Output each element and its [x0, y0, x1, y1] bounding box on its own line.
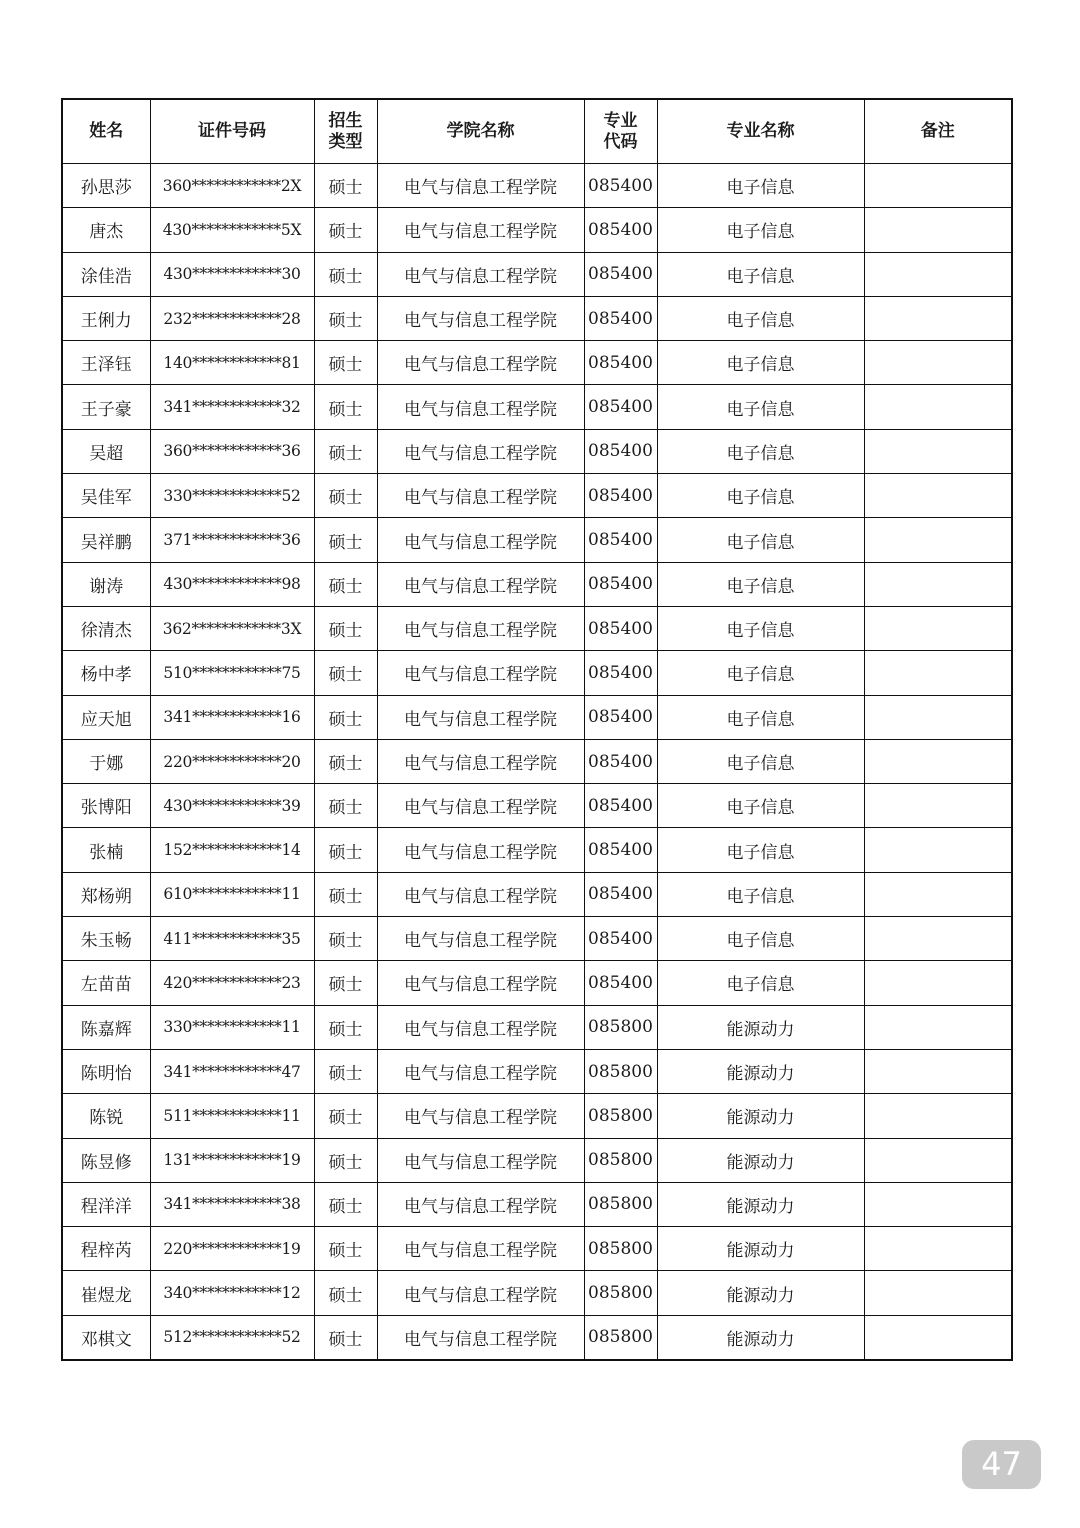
cell-major-code: 085400 — [584, 961, 657, 1005]
header-id-number: 证件号码 — [150, 99, 314, 164]
cell-name: 涂佳浩 — [62, 252, 150, 296]
cell-id-number: 152************14 — [150, 828, 314, 872]
cell-name: 杨中孝 — [62, 651, 150, 695]
cell-remarks — [864, 1227, 1012, 1271]
cell-college: 电气与信息工程学院 — [377, 474, 584, 518]
cell-remarks — [864, 606, 1012, 650]
cell-id-number: 430************39 — [150, 784, 314, 828]
cell-major-name: 电子信息 — [657, 651, 864, 695]
cell-name: 王泽钰 — [62, 341, 150, 385]
cell-remarks — [864, 1182, 1012, 1226]
table-row — [62, 296, 1012, 340]
table-row — [62, 252, 1012, 296]
cell-id-number: 330************52 — [150, 474, 314, 518]
table-row — [62, 1138, 1012, 1182]
cell-name: 张楠 — [62, 828, 150, 872]
cell-major-code: 085800 — [584, 1049, 657, 1093]
cell-remarks — [864, 1094, 1012, 1138]
cell-remarks — [864, 562, 1012, 606]
cell-name: 邓棋文 — [62, 1315, 150, 1360]
cell-remarks — [864, 341, 1012, 385]
cell-admission-type: 硕士 — [314, 1182, 377, 1226]
cell-remarks — [864, 828, 1012, 872]
cell-name: 陈明怡 — [62, 1049, 150, 1093]
cell-admission-type: 硕士 — [314, 917, 377, 961]
cell-name: 朱玉畅 — [62, 917, 150, 961]
cell-id-number: 360************36 — [150, 429, 314, 473]
cell-major-code: 085400 — [584, 739, 657, 783]
cell-major-code: 085400 — [584, 606, 657, 650]
cell-remarks — [864, 872, 1012, 916]
cell-major-code: 085400 — [584, 296, 657, 340]
cell-college: 电气与信息工程学院 — [377, 872, 584, 916]
cell-remarks — [864, 296, 1012, 340]
cell-id-number: 360************2X — [150, 164, 314, 208]
table-row — [62, 1182, 1012, 1226]
cell-major-code: 085400 — [584, 385, 657, 429]
table-row — [62, 164, 1012, 208]
header-row — [62, 99, 1012, 164]
cell-major-code: 085400 — [584, 164, 657, 208]
cell-major-name: 电子信息 — [657, 739, 864, 783]
cell-remarks — [864, 252, 1012, 296]
header-major-code: 专业代码 — [584, 99, 657, 164]
cell-major-code: 085800 — [584, 1094, 657, 1138]
cell-remarks — [864, 784, 1012, 828]
cell-id-number: 341************38 — [150, 1182, 314, 1226]
cell-name: 吴超 — [62, 429, 150, 473]
cell-college: 电气与信息工程学院 — [377, 784, 584, 828]
cell-college: 电气与信息工程学院 — [377, 164, 584, 208]
cell-name: 程洋洋 — [62, 1182, 150, 1226]
cell-name: 唐杰 — [62, 208, 150, 252]
cell-remarks — [864, 208, 1012, 252]
table-row — [62, 474, 1012, 518]
cell-id-number: 341************47 — [150, 1049, 314, 1093]
cell-major-name: 电子信息 — [657, 474, 864, 518]
table-row — [62, 1315, 1012, 1360]
cell-major-name: 电子信息 — [657, 695, 864, 739]
cell-admission-type: 硕士 — [314, 1227, 377, 1271]
cell-college: 电气与信息工程学院 — [377, 341, 584, 385]
cell-major-name: 能源动力 — [657, 1182, 864, 1226]
header-name: 姓名 — [62, 99, 150, 164]
cell-id-number: 362************3X — [150, 606, 314, 650]
table-row — [62, 1227, 1012, 1271]
cell-admission-type: 硕士 — [314, 474, 377, 518]
table-row — [62, 1049, 1012, 1093]
cell-major-code: 085400 — [584, 429, 657, 473]
cell-id-number: 220************20 — [150, 739, 314, 783]
cell-admission-type: 硕士 — [314, 1138, 377, 1182]
cell-major-name: 能源动力 — [657, 1094, 864, 1138]
cell-admission-type: 硕士 — [314, 296, 377, 340]
cell-major-code: 085400 — [584, 784, 657, 828]
cell-name: 于娜 — [62, 739, 150, 783]
cell-remarks — [864, 1315, 1012, 1360]
cell-major-name: 电子信息 — [657, 562, 864, 606]
table-row — [62, 429, 1012, 473]
cell-id-number: 232************28 — [150, 296, 314, 340]
cell-major-name: 电子信息 — [657, 917, 864, 961]
cell-major-code: 085400 — [584, 872, 657, 916]
table-row — [62, 917, 1012, 961]
cell-id-number: 330************11 — [150, 1005, 314, 1049]
cell-remarks — [864, 917, 1012, 961]
cell-major-name: 能源动力 — [657, 1315, 864, 1360]
cell-name: 陈锐 — [62, 1094, 150, 1138]
header-remarks: 备注 — [864, 99, 1012, 164]
cell-name: 吴祥鹏 — [62, 518, 150, 562]
cell-major-code: 085400 — [584, 828, 657, 872]
cell-admission-type: 硕士 — [314, 872, 377, 916]
cell-id-number: 430************30 — [150, 252, 314, 296]
cell-college: 电气与信息工程学院 — [377, 429, 584, 473]
cell-major-name: 能源动力 — [657, 1049, 864, 1093]
cell-id-number: 341************16 — [150, 695, 314, 739]
cell-name: 陈昱修 — [62, 1138, 150, 1182]
cell-major-name: 电子信息 — [657, 429, 864, 473]
table-row — [62, 651, 1012, 695]
cell-major-name: 电子信息 — [657, 961, 864, 1005]
cell-admission-type: 硕士 — [314, 1049, 377, 1093]
cell-remarks — [864, 1138, 1012, 1182]
cell-major-code: 085400 — [584, 252, 657, 296]
table-row — [62, 961, 1012, 1005]
cell-major-code: 085800 — [584, 1227, 657, 1271]
cell-id-number: 220************19 — [150, 1227, 314, 1271]
table-row — [62, 1094, 1012, 1138]
cell-college: 电气与信息工程学院 — [377, 208, 584, 252]
cell-major-name: 电子信息 — [657, 296, 864, 340]
cell-college: 电气与信息工程学院 — [377, 961, 584, 1005]
table-row — [62, 562, 1012, 606]
table-row — [62, 872, 1012, 916]
table-row — [62, 695, 1012, 739]
cell-major-name: 电子信息 — [657, 784, 864, 828]
cell-major-code: 085400 — [584, 917, 657, 961]
table-row — [62, 784, 1012, 828]
cell-college: 电气与信息工程学院 — [377, 1049, 584, 1093]
cell-name: 徐清杰 — [62, 606, 150, 650]
cell-name: 谢涛 — [62, 562, 150, 606]
cell-name: 张博阳 — [62, 784, 150, 828]
table-row — [62, 518, 1012, 562]
cell-admission-type: 硕士 — [314, 208, 377, 252]
cell-admission-type: 硕士 — [314, 739, 377, 783]
cell-college: 电气与信息工程学院 — [377, 1227, 584, 1271]
header-college: 学院名称 — [377, 99, 584, 164]
cell-name: 郑杨朔 — [62, 872, 150, 916]
cell-major-code: 085800 — [584, 1182, 657, 1226]
table-body — [62, 164, 1012, 1361]
cell-remarks — [864, 651, 1012, 695]
cell-remarks — [864, 1005, 1012, 1049]
admission-roster-table — [61, 98, 1013, 1361]
cell-name: 王子豪 — [62, 385, 150, 429]
cell-college: 电气与信息工程学院 — [377, 917, 584, 961]
cell-admission-type: 硕士 — [314, 1315, 377, 1360]
cell-id-number: 610************11 — [150, 872, 314, 916]
cell-admission-type: 硕士 — [314, 1005, 377, 1049]
cell-admission-type: 硕士 — [314, 961, 377, 1005]
cell-remarks — [864, 429, 1012, 473]
cell-id-number: 512************52 — [150, 1315, 314, 1360]
cell-id-number: 511************11 — [150, 1094, 314, 1138]
cell-id-number: 140************81 — [150, 341, 314, 385]
cell-major-name: 能源动力 — [657, 1271, 864, 1315]
cell-id-number: 430************98 — [150, 562, 314, 606]
cell-college: 电气与信息工程学院 — [377, 695, 584, 739]
cell-major-name: 能源动力 — [657, 1227, 864, 1271]
cell-name: 崔煜龙 — [62, 1271, 150, 1315]
cell-remarks — [864, 474, 1012, 518]
cell-major-code: 085800 — [584, 1315, 657, 1360]
cell-college: 电气与信息工程学院 — [377, 651, 584, 695]
cell-major-code: 085400 — [584, 651, 657, 695]
table-row — [62, 208, 1012, 252]
cell-college: 电气与信息工程学院 — [377, 1182, 584, 1226]
page-number-badge: 47 — [962, 1440, 1041, 1489]
cell-admission-type: 硕士 — [314, 164, 377, 208]
cell-major-code: 085800 — [584, 1271, 657, 1315]
cell-major-name: 电子信息 — [657, 385, 864, 429]
cell-major-code: 085400 — [584, 518, 657, 562]
cell-name: 孙思莎 — [62, 164, 150, 208]
cell-admission-type: 硕士 — [314, 606, 377, 650]
cell-major-code: 085400 — [584, 562, 657, 606]
cell-admission-type: 硕士 — [314, 784, 377, 828]
cell-name: 应天旭 — [62, 695, 150, 739]
cell-major-code: 085400 — [584, 474, 657, 518]
table-row — [62, 341, 1012, 385]
cell-admission-type: 硕士 — [314, 429, 377, 473]
cell-id-number: 411************35 — [150, 917, 314, 961]
cell-major-name: 电子信息 — [657, 164, 864, 208]
cell-major-name: 能源动力 — [657, 1005, 864, 1049]
cell-major-name: 电子信息 — [657, 252, 864, 296]
cell-college: 电气与信息工程学院 — [377, 562, 584, 606]
cell-remarks — [864, 1049, 1012, 1093]
cell-major-code: 085400 — [584, 208, 657, 252]
cell-college: 电气与信息工程学院 — [377, 1005, 584, 1049]
cell-remarks — [864, 739, 1012, 783]
cell-major-name: 能源动力 — [657, 1138, 864, 1182]
cell-remarks — [864, 1271, 1012, 1315]
table-row — [62, 739, 1012, 783]
cell-college: 电气与信息工程学院 — [377, 1271, 584, 1315]
cell-major-name: 电子信息 — [657, 828, 864, 872]
cell-id-number: 510************75 — [150, 651, 314, 695]
cell-id-number: 340************12 — [150, 1271, 314, 1315]
cell-remarks — [864, 518, 1012, 562]
cell-remarks — [864, 164, 1012, 208]
cell-college: 电气与信息工程学院 — [377, 739, 584, 783]
table-row — [62, 606, 1012, 650]
cell-name: 程梓芮 — [62, 1227, 150, 1271]
cell-id-number: 430************5X — [150, 208, 314, 252]
cell-id-number: 341************32 — [150, 385, 314, 429]
cell-remarks — [864, 385, 1012, 429]
cell-admission-type: 硕士 — [314, 252, 377, 296]
cell-college: 电气与信息工程学院 — [377, 1315, 584, 1360]
cell-remarks — [864, 961, 1012, 1005]
cell-id-number: 371************36 — [150, 518, 314, 562]
cell-college: 电气与信息工程学院 — [377, 296, 584, 340]
cell-id-number: 420************23 — [150, 961, 314, 1005]
cell-admission-type: 硕士 — [314, 1094, 377, 1138]
cell-major-code: 085800 — [584, 1005, 657, 1049]
cell-name: 王俐力 — [62, 296, 150, 340]
cell-college: 电气与信息工程学院 — [377, 1094, 584, 1138]
table-row — [62, 385, 1012, 429]
cell-college: 电气与信息工程学院 — [377, 252, 584, 296]
cell-major-code: 085400 — [584, 341, 657, 385]
cell-major-name: 电子信息 — [657, 606, 864, 650]
cell-college: 电气与信息工程学院 — [377, 606, 584, 650]
cell-remarks — [864, 695, 1012, 739]
cell-admission-type: 硕士 — [314, 341, 377, 385]
cell-college: 电气与信息工程学院 — [377, 518, 584, 562]
cell-college: 电气与信息工程学院 — [377, 385, 584, 429]
cell-admission-type: 硕士 — [314, 828, 377, 872]
cell-major-name: 电子信息 — [657, 341, 864, 385]
header-major-name: 专业名称 — [657, 99, 864, 164]
cell-college: 电气与信息工程学院 — [377, 828, 584, 872]
cell-major-name: 电子信息 — [657, 518, 864, 562]
cell-admission-type: 硕士 — [314, 562, 377, 606]
cell-id-number: 131************19 — [150, 1138, 314, 1182]
cell-major-code: 085400 — [584, 695, 657, 739]
cell-major-code: 085800 — [584, 1138, 657, 1182]
table-row — [62, 1005, 1012, 1049]
cell-admission-type: 硕士 — [314, 518, 377, 562]
cell-name: 左苗苗 — [62, 961, 150, 1005]
cell-admission-type: 硕士 — [314, 385, 377, 429]
cell-major-name: 电子信息 — [657, 208, 864, 252]
cell-major-name: 电子信息 — [657, 872, 864, 916]
cell-admission-type: 硕士 — [314, 651, 377, 695]
cell-admission-type: 硕士 — [314, 1271, 377, 1315]
cell-name: 陈嘉辉 — [62, 1005, 150, 1049]
table-header — [62, 99, 1012, 164]
cell-name: 吴佳军 — [62, 474, 150, 518]
header-admission-type: 招生类型 — [314, 99, 377, 164]
table-row — [62, 828, 1012, 872]
cell-admission-type: 硕士 — [314, 695, 377, 739]
table-row — [62, 1271, 1012, 1315]
cell-college: 电气与信息工程学院 — [377, 1138, 584, 1182]
